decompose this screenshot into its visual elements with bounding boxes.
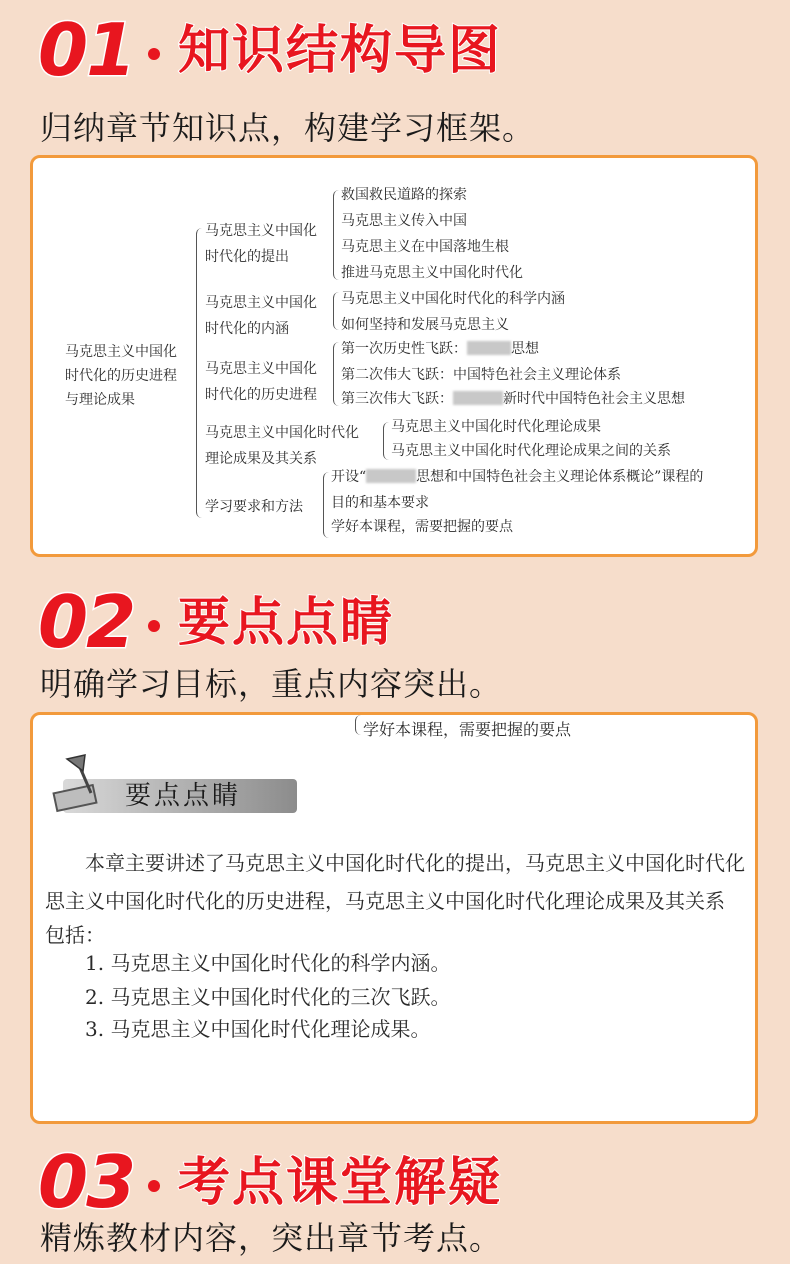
leaf: 马克思主义传入中国: [341, 213, 467, 229]
redacted-block: [366, 469, 416, 483]
branch-label-line: 时代化的历史进程: [205, 387, 317, 403]
branch-label-line: 时代化的内涵: [205, 321, 289, 337]
bullet-dot: [148, 1180, 160, 1192]
leaf: [331, 468, 703, 486]
list-item: 3. 马克思主义中国化时代化理论成果。: [85, 1017, 431, 1041]
bullet-dot: [148, 620, 160, 632]
branch-label-line: 马克思主义中国化时代化: [205, 425, 359, 441]
leaf: 马克思主义中国化时代化理论成果: [391, 419, 601, 435]
keypoints-title: 要点点睛: [125, 781, 242, 811]
branch-brace: [333, 190, 340, 280]
paragraph-line: 思主义中国化时代化的历史进程，马克思主义中国化时代化理论成果及其关系: [45, 889, 725, 913]
leaf-text: 新时代中国特色社会主义思想: [503, 391, 685, 407]
section-subtitle: 明确学习目标，重点内容突出。: [40, 665, 503, 703]
leaf-text: 思想和中国特色社会主义理论体系概论”课程的: [416, 469, 704, 485]
leaf: 救国救民道路的探索: [341, 187, 467, 203]
list-item: 2. 马克思主义中国化时代化的三次飞跃。: [85, 985, 451, 1009]
section-number: 02: [38, 580, 135, 664]
leaf: 马克思主义中国化时代化理论成果之间的关系: [391, 443, 671, 459]
redacted-block: [453, 391, 503, 405]
section-number: 03: [38, 1140, 135, 1224]
branch-label: [205, 356, 317, 408]
section-01-header: [38, 10, 658, 90]
section-title: 知识结构导图: [178, 21, 503, 81]
root-line: 马克思主义中国化: [65, 344, 177, 360]
branch-label-line: 理论成果及其关系: [205, 451, 317, 467]
lamp-book-icon: [49, 753, 111, 815]
branch-label-line: 马克思主义中国化: [205, 361, 317, 377]
paragraph-line: 本章主要讲述了马克思主义中国化时代化的提出，马克思主义中国化时代化: [85, 851, 745, 875]
keypoints-panel: [30, 712, 758, 1124]
section-02-header: [38, 582, 658, 662]
section-title: 考点课堂解疑: [178, 1153, 503, 1213]
leaf-text: 第三次伟大飞跃：: [341, 391, 453, 407]
section-03-header: [38, 1142, 658, 1222]
paragraph-line: 包括：: [45, 923, 105, 947]
section-title: 要点点睛: [178, 593, 395, 653]
branch-label-line: 时代化的提出: [205, 249, 289, 265]
root-line: 与理论成果: [65, 392, 135, 408]
list-item: 1. 马克思主义中国化时代化的科学内涵。: [85, 951, 451, 975]
branch-brace: [333, 292, 340, 330]
bullet-dot: [148, 48, 160, 60]
branch-label: [205, 218, 317, 270]
section-number: 01: [38, 8, 135, 92]
section-subtitle: 归纳章节知识点，构建学习框架。: [40, 109, 536, 147]
mindmap-root: [65, 340, 177, 412]
branch-brace: [383, 422, 390, 460]
leaf: 目的和基本要求: [331, 495, 429, 511]
leaf: [341, 340, 539, 358]
top-line: 学好本课程，需要把握的要点: [363, 720, 572, 739]
leaf-text: 第一次历史性飞跃：: [341, 341, 467, 357]
leaf: 第二次伟大飞跃：中国特色社会主义理论体系: [341, 367, 621, 383]
leaf: 马克思主义中国化时代化的科学内涵: [341, 291, 565, 307]
leftover-brace: [355, 715, 361, 735]
section-subtitle: 精炼教材内容，突出章节考点。: [40, 1219, 503, 1257]
leaf: 推进马克思主义中国化时代化: [341, 265, 523, 281]
branch-label-line: 马克思主义中国化: [205, 223, 317, 239]
branch-label-line: 马克思主义中国化: [205, 295, 317, 311]
leaf: 学好本课程，需要把握的要点: [331, 519, 513, 535]
branch-label: 学习要求和方法: [205, 499, 303, 515]
leaf: [341, 390, 685, 408]
branch-label: [205, 420, 359, 472]
leaf: 马克思主义在中国落地生根: [341, 239, 509, 255]
redacted-block: [467, 341, 511, 355]
leaf: 如何坚持和发展马克思主义: [341, 317, 509, 333]
mindmap-panel: [30, 155, 758, 557]
root-line: 时代化的历史进程: [65, 368, 177, 384]
leaf-text: 开设“: [331, 469, 367, 485]
leaf-text: 思想: [511, 341, 539, 357]
branch-label: [205, 290, 317, 342]
branch-brace: [333, 342, 340, 406]
root-brace: [196, 228, 205, 518]
branch-brace: [323, 472, 330, 538]
